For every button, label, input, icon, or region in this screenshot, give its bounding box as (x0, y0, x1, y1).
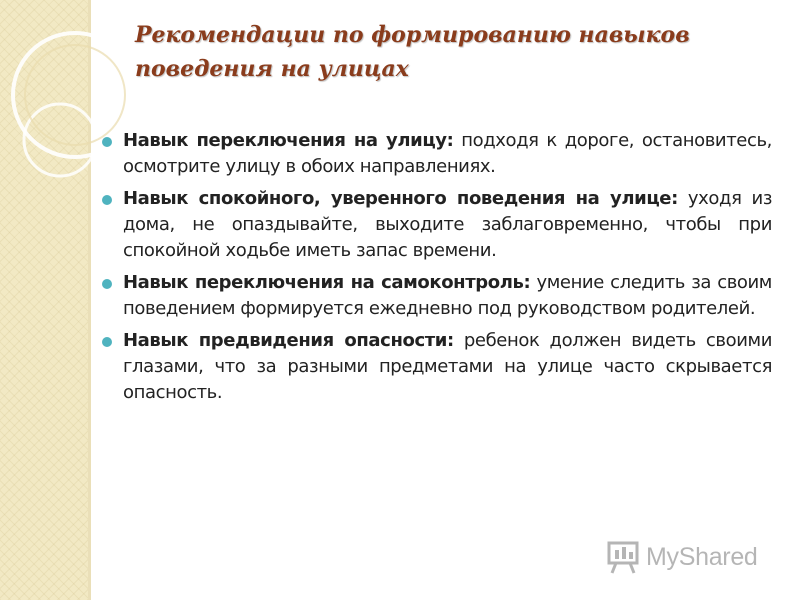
bullet-text: подходя к дороге, остановитесь, осмотрите улицу в обоих направлениях. (123, 130, 772, 177)
bullet-term: Навык переключения на улицу: (123, 130, 454, 151)
bullet-text: умение следить за своим поведением формируется ежедневно под руководством родителей. (123, 272, 772, 319)
bullet-dot-icon (102, 279, 112, 289)
presentation-board-icon (606, 540, 642, 574)
bullet-term: Навык переключения на самоконтроль: (123, 272, 531, 293)
bullet-item (100, 270, 772, 322)
bullet-dot-icon (102, 337, 112, 347)
watermark-logo (606, 540, 758, 574)
bullet-text: ребенок должен видеть своими глазами, что за разными предметами на улице часто скрывается опасность. (123, 330, 772, 403)
bullet-dot-icon (102, 195, 112, 205)
bullet-text: уходя из дома, не опаздывайте, выходите заблаговременно, чтобы при спокойной ходьбе иметь запас времени. (123, 188, 772, 261)
slide-title: Рекомендации по формированию навыков поведения на улицах (135, 22, 690, 82)
bullet-item (100, 328, 772, 406)
bullet-item (100, 128, 772, 180)
bullet-term: Навык предвидения опасности: (123, 330, 454, 351)
bullet-term: Навык спокойного, уверенного поведения на улице: (123, 188, 678, 209)
bullet-item (100, 186, 772, 264)
bullet-dot-icon (102, 137, 112, 147)
bullet-list (100, 128, 772, 412)
watermark-text: MyShared (646, 542, 758, 571)
